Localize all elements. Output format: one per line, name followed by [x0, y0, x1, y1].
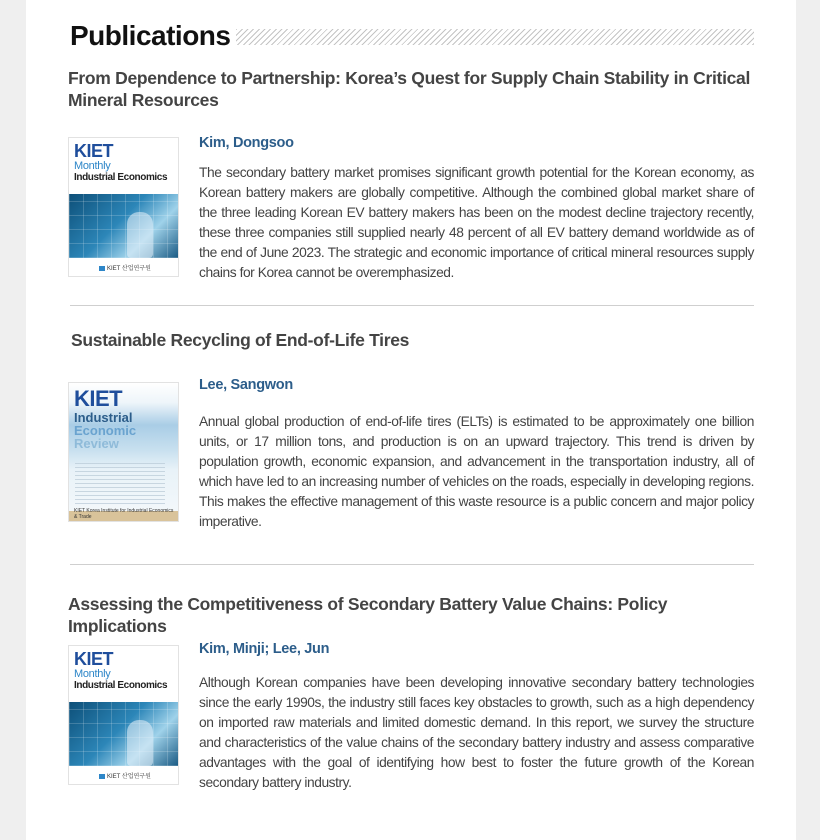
cover-artwork-grid: [69, 194, 178, 258]
cover-footer: KIET Korea Institute for Industrial Economics & Trade: [74, 508, 174, 520]
cover-hand-graphic: [127, 720, 153, 766]
cover-line3: Review: [74, 436, 119, 451]
publication-author: Kim, Minji; Lee, Jun: [199, 641, 330, 657]
cover-footer: KIET 산업연구원: [99, 263, 151, 272]
cover-line2: Industrial Economics: [74, 172, 168, 183]
cover-brand: KIET: [74, 141, 114, 161]
cover-brand: KIET: [74, 386, 123, 411]
cover-footer: KIET 산업연구원: [99, 771, 151, 780]
publication-abstract: Although Korean companies have been developing innovative secondary battery technologies since the early 1990s, the industry still faces key obstacles to growth, such as a high dependency on imported raw materials and limited domestic demand. In this report, we survey the structure and characteristics of the value chains of the secondary battery industry and assess comparative advantages with the goal of identifying how best to foster the future growth of the Korean secondary battery industry.: [199, 675, 754, 790]
publication-author: Lee, Sangwon: [199, 377, 293, 393]
publications-page: [26, 0, 796, 840]
header-hatch-decoration: [236, 29, 754, 45]
publication-title[interactable]: From Dependence to Partnership: Korea’s Quest for Supply Chain Stability in Critical Mineral Resources: [68, 68, 751, 110]
divider: [70, 305, 754, 306]
publication-title[interactable]: Assessing the Competitiveness of Secondary Battery Value Chains: Policy Implications: [68, 594, 668, 636]
divider: [70, 564, 754, 565]
publication-title[interactable]: Sustainable Recycling of End-of-Life Tires: [71, 330, 410, 350]
publication-abstract: The secondary battery market promises significant growth potential for the Korean economy, as Korean battery makers are globally competitive. Although the combined global market share of the three leading Korean EV battery makers has been on the modest decline trajectory recently, these three companies still supplied nearly 48 percent of all EV battery demand worldwide as of the end of June 2023. The strategic and economic importance of critical mineral resources supply chains for Korea cannot be overemphasized.: [199, 165, 754, 280]
cover-line2: Industrial Economics: [74, 680, 168, 691]
cover-line1: Industrial: [74, 410, 133, 425]
kiet-logo-icon: [99, 266, 105, 271]
cover-contents-lines: [75, 463, 165, 507]
kiet-logo-icon: [99, 774, 105, 779]
cover-artwork-grid: [69, 702, 178, 766]
section-title: Publications: [70, 20, 231, 51]
publication-cover-image[interactable]: [68, 382, 179, 522]
section-header: [70, 18, 754, 54]
cover-line1: Monthly: [74, 160, 111, 172]
cover-line2: Economic: [74, 423, 137, 438]
cover-hand-graphic: [127, 212, 153, 258]
publication-cover-image[interactable]: [68, 645, 179, 785]
publication-cover-image[interactable]: [68, 137, 179, 277]
publication-abstract: Annual global production of end-of-life tires (ELTs) is estimated to be approximately one billion units, or 17 million tons, and production is on an upward trajectory. This trend is driven by population growth, economic expansion, and advancement in the transportation industry, all of which have led to an increasing number of vehicles on the roads, especially in developing regions. This makes the effective management of this waste resource is a public concern and major policy imperative.: [199, 414, 754, 529]
cover-brand: KIET: [74, 649, 114, 669]
cover-line1: Monthly: [74, 668, 111, 680]
publication-author: Kim, Dongsoo: [199, 135, 294, 151]
